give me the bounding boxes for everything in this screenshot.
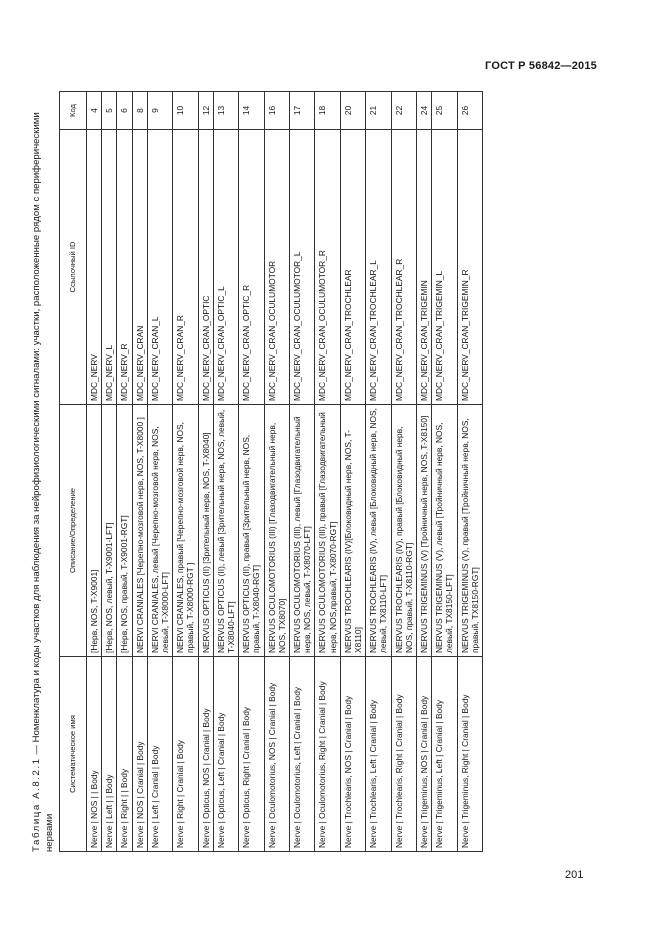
table-row xyxy=(290,92,315,852)
cell-reference-id: MDC_NERV_CRAN_TROCHLEAR_L xyxy=(366,130,391,405)
table-row xyxy=(264,92,289,852)
cell-reference-id: MDC_NERV_R xyxy=(117,130,132,405)
standard-header: ГОСТ Р 56842—2015 xyxy=(485,60,597,72)
cell-reference-id: MDC_NERV_CRAN_TROCHLEAR_R xyxy=(391,130,416,405)
table-row xyxy=(198,92,213,852)
col-header-description: Описание/Определение xyxy=(60,405,87,657)
col-header-reference-id: Ссылочный ID xyxy=(60,130,87,405)
table-row xyxy=(340,92,365,852)
cell-code: 5 xyxy=(102,92,117,130)
table-row xyxy=(432,92,457,852)
table-header-row xyxy=(60,92,87,852)
cell-code: 22 xyxy=(391,92,416,130)
cell-code: 26 xyxy=(457,92,482,130)
table-row xyxy=(132,92,147,852)
table-body xyxy=(87,92,483,852)
cell-description: NERVI CRANIALES, правый [Черепно-мозговой нерв, NOS, правый, T-X8000-RGT ] xyxy=(173,405,198,657)
cell-description: [Нерв, NOS, правый, T-X9001-RGT] xyxy=(117,405,132,657)
cell-reference-id: MDC_NERV_L xyxy=(102,130,117,405)
cell-description: NERVUS OPTICUS (II) [Зрительный нерв, NOS, T-X8040] xyxy=(198,405,213,657)
cell-reference-id: MDC_NERV_CRAN_TRIGEMIN_R xyxy=(457,130,482,405)
cell-code: 9 xyxy=(147,92,172,130)
table-row xyxy=(102,92,117,852)
cell-code: 20 xyxy=(340,92,365,130)
table-row xyxy=(391,92,416,852)
cell-systematic-name: Nerve | Left | | Body xyxy=(102,657,117,852)
cell-description: NERVUS TRIGEMINUS (V), левый [Тройничный нерв, NOS, левый, TX8150-LFT] xyxy=(432,405,457,657)
cell-description: NERVUS TROCHLEARIS (IV)[Блоковидный нерв, NOS, T-X8110] xyxy=(340,405,365,657)
cell-code: 24 xyxy=(417,92,432,130)
cell-code: 16 xyxy=(264,92,289,130)
cell-systematic-name: Nerve | Trigeminus, Left | Cranial | Body xyxy=(432,657,457,852)
table-row xyxy=(417,92,432,852)
cell-systematic-name: Nerve | Opticus, Right | Cranial | Body xyxy=(239,657,264,852)
cell-reference-id: MDC_NERV_CRAN_OPTIC_L xyxy=(213,130,238,405)
cell-reference-id: MDC_NERV_CRAN_OPTIC xyxy=(198,130,213,405)
cell-code: 12 xyxy=(198,92,213,130)
cell-systematic-name: Nerve | Trochlearis, Left | Cranial | Body xyxy=(366,657,391,852)
cell-reference-id: MDC_NERV_CRAN_R xyxy=(173,130,198,405)
cell-systematic-name: Nerve | NOS | Cranial | Body xyxy=(132,657,147,852)
cell-code: 17 xyxy=(290,92,315,130)
cell-systematic-name: Nerve | Trochlearis, Right | Cranial | Body xyxy=(391,657,416,852)
col-header-code: Код xyxy=(60,92,87,130)
table-row xyxy=(366,92,391,852)
cell-code: 21 xyxy=(366,92,391,130)
caption-text: — Номенклатура и коды участков для наблюдения за нейрофизиологическими сигналами: участки, расположенные рядом с периферическими нервами xyxy=(31,112,55,852)
cell-code: 18 xyxy=(315,92,340,130)
cell-code: 13 xyxy=(213,92,238,130)
table-row xyxy=(147,92,172,852)
cell-systematic-name: Nerve | NOS | | Body xyxy=(87,657,102,852)
cell-reference-id: MDC_NERV_CRAN_L xyxy=(147,130,172,405)
cell-systematic-name: Nerve | Trigeminus, NOS | Cranial | Body xyxy=(417,657,432,852)
cell-description: NERVUS TRIGEMINUS (V) [Тройничный нерв, NOS, T-X8150] xyxy=(417,405,432,657)
cell-reference-id: MDC_NERV_CRAN_OCULUMOTOR_L xyxy=(290,130,315,405)
cell-description: [Нерв, NOS, T-X9001] xyxy=(87,405,102,657)
cell-description: NERVUS OCULOMOTORIUS (III) [Глазодвигательный нерв, NOS, TX8070] xyxy=(264,405,289,657)
cell-description: NERVUS OPTICUS (II), левый [Зрительный нерв, NOS, левый, T-X8040-LFT] xyxy=(213,405,238,657)
table-row xyxy=(457,92,482,852)
cell-systematic-name: Nerve | Trochlearis, NOS | Cranial | Body xyxy=(340,657,365,852)
table-row xyxy=(239,92,264,852)
col-header-systematic-name: Систематическое имя xyxy=(60,657,87,852)
caption-label: Таблица А.8.2.1 xyxy=(31,757,42,852)
cell-systematic-name: Nerve | Right | Cranial | Body xyxy=(173,657,198,852)
table-row xyxy=(315,92,340,852)
cell-description: NERVUS OCULOMOTORIUS (III), левый [Глазодвигательный нерв, NOS, левый, T-X8070-LFT] xyxy=(290,405,315,657)
cell-code: 25 xyxy=(432,92,457,130)
cell-description: NERVUS TROCHLEARIS (IV), правый [Блоковидный нерв, NOS, правый, T-X8110-RGT] xyxy=(391,405,416,657)
cell-reference-id: MDC_NERV_CRAN_OCULUMOTOR_R xyxy=(315,130,340,405)
cell-description: [Нерв, NOS, левый, T-X9001-LFT] xyxy=(102,405,117,657)
cell-code: 4 xyxy=(87,92,102,130)
cell-description: NERVI CRANIALES, левый [Черепно-мозговой нерв, NOS, левый, T-X8000-LFT] xyxy=(147,405,172,657)
cell-description: NERVUS OCULOMOTORIUS (III), правый [Глазодвигательный нерв, NOS,правый, T-X8070-RGT] xyxy=(315,405,340,657)
cell-description: NERVUS TRIGEMINUS (V), правый [Тройничный нерв, NOS, правый, TX8150-RGT] xyxy=(457,405,482,657)
rotated-table-block xyxy=(30,92,605,852)
cell-reference-id: MDC_NERV_CRAN_OCULUMOTOR xyxy=(264,130,289,405)
nomenclature-table xyxy=(59,91,483,852)
cell-systematic-name: Nerve | Left | Cranial | Body xyxy=(147,657,172,852)
cell-systematic-name: Nerve | Right | | Body xyxy=(117,657,132,852)
table-caption xyxy=(30,92,59,852)
cell-reference-id: MDC_NERV_CRAN_TROCHLEAR xyxy=(340,130,365,405)
cell-code: 10 xyxy=(173,92,198,130)
cell-systematic-name: Nerve | Oculomotorius, Left | Cranial | Body xyxy=(290,657,315,852)
cell-systematic-name: Nerve | Oculomotorius, NOS | Cranial | Body xyxy=(264,657,289,852)
cell-description: NERVI CRANIALES [Черепно-мозговой нерв, NOS, T-X8000 ] xyxy=(132,405,147,657)
cell-code: 8 xyxy=(132,92,147,130)
cell-reference-id: MDC_NERV_CRAN_TRIGEMIN xyxy=(417,130,432,405)
table-row xyxy=(173,92,198,852)
cell-reference-id: MDC_NERV xyxy=(87,130,102,405)
cell-systematic-name: Nerve | Opticus, Left | Cranial | Body xyxy=(213,657,238,852)
cell-description: NERVUS TROCHLEARIS (IV), левый [Блоковидный нерв, NOS, левый, TX8110-LFT] xyxy=(366,405,391,657)
cell-systematic-name: Nerve | Opticus, NOS | Cranial | Body xyxy=(198,657,213,852)
cell-reference-id: MDC_NERV_CRAN_TRIGEMIN_L xyxy=(432,130,457,405)
cell-code: 14 xyxy=(239,92,264,130)
cell-reference-id: MDC_NERV_CRAN_OPTIC_R xyxy=(239,130,264,405)
page-number: 201 xyxy=(565,869,584,881)
cell-code: 6 xyxy=(117,92,132,130)
table-row xyxy=(87,92,102,852)
cell-reference-id: MDC_NERV_CRAN xyxy=(132,130,147,405)
table-row xyxy=(117,92,132,852)
cell-systematic-name: Nerve | Oculomotorius, Right | Cranial | Body xyxy=(315,657,340,852)
cell-description: NERVUS OPTICUS (II), правый [Зрительный нерв, NOS, правый, T-X8040-RGT] xyxy=(239,405,264,657)
cell-systematic-name: Nerve | Trigeminus, Right | Cranial | Body xyxy=(457,657,482,852)
table-row xyxy=(213,92,238,852)
